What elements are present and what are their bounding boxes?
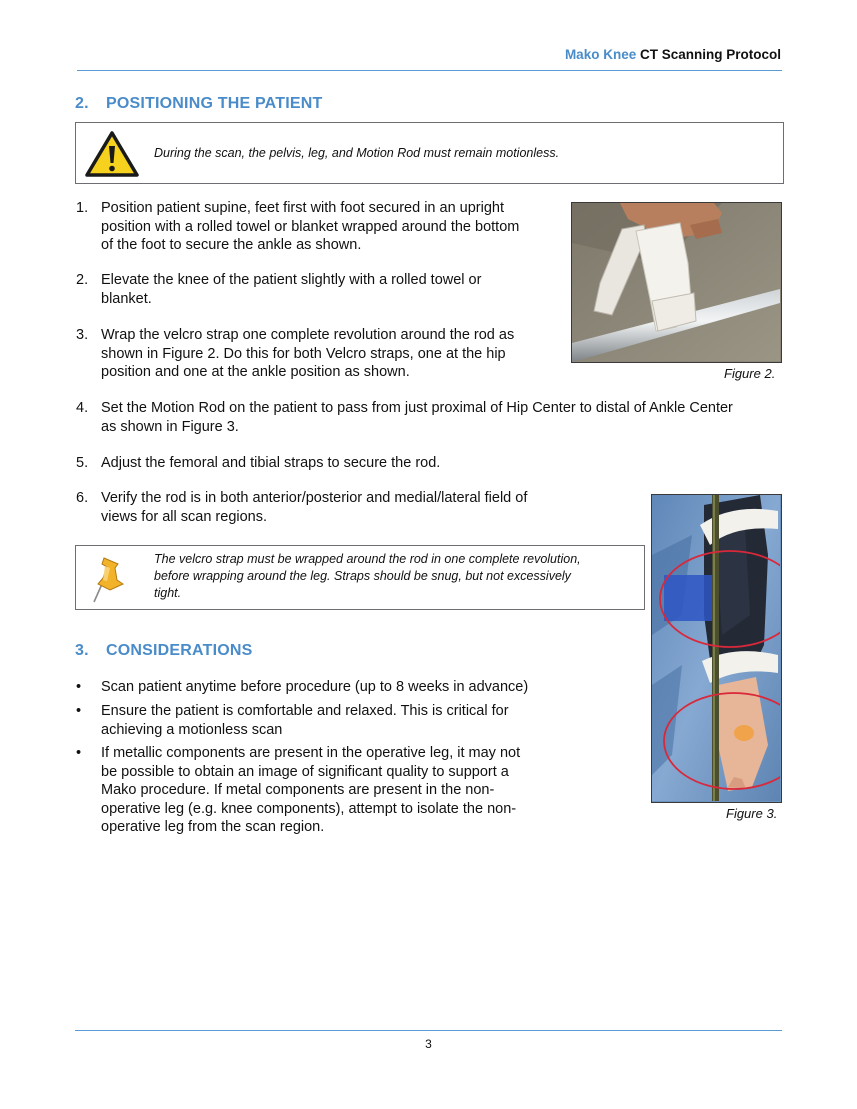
note-line: before wrapping around the leg. Straps should be snug, but not excessively [154,569,571,583]
step-number: 4. [76,400,89,416]
step-number: 3. [76,327,89,343]
step-number: 6. [76,490,89,506]
list-item-step-6 [76,489,636,529]
warning-text: During the scan, the pelvis, leg, and Motion Rod must remain motionless. [154,146,560,160]
step-line: position and one at the ankle position as shown. [101,364,410,380]
step-line: shown in Figure 2. Do this for both Velcro straps, one at the hip [101,345,506,362]
note-text [154,551,581,602]
step-number: 5. [76,455,89,471]
step-line: Wrap the velcro strap one complete revolution around the rod as [101,327,515,343]
bullet-line: operative leg from the scan region. [101,819,325,835]
bullet-line: Mako procedure. If metal components are present in the non- [101,782,495,798]
leg-motion-rod-illustration [652,495,780,801]
section-title: CONSIDERATIONS [106,642,253,659]
document-header [565,47,781,62]
step-line: of the foot to secure the ankle as shown. [101,237,362,253]
step-line: Adjust the femoral and tibial straps to secure the rod. [101,455,441,471]
bullet-item [76,744,636,840]
velcro-strap-rod-illustration [572,203,780,361]
bullet-line: operative leg (e.g. knee components), attempt to isolate the non- [101,800,517,817]
header-title: CT Scanning Protocol [639,47,781,62]
bullet-line: be possible to obtain an image of significant quality to support a [101,763,509,780]
step-line: Position patient supine, feet first with foot secured in an upright [101,200,505,216]
note-callout [75,545,645,610]
figure-2-photo [571,202,782,363]
warning-triangle-icon [84,130,140,178]
section-number: 3. [75,642,89,659]
section-title: POSITIONING THE PATIENT [106,95,323,112]
figure-3-caption: Figure 3. [726,806,778,821]
step-line: views for all scan regions. [101,508,268,525]
step-line: Verify the rod is in both anterior/posterior and medial/lateral field of [101,490,528,506]
header-rule [77,70,782,71]
bullet-line: Ensure the patient is comfortable and relaxed. This is critical for [101,703,509,719]
step-number: 1. [76,200,89,216]
note-line: The velcro strap must be wrapped around the rod in one complete revolution, [154,552,581,566]
section-number: 2. [75,95,89,112]
list-item-step-2 [76,271,566,311]
step-line: Set the Motion Rod on the patient to pass from just proximal of Hip Center to distal of Ankle Center [101,400,733,416]
note-line: tight. [154,586,182,600]
section-heading-considerations [75,642,253,660]
page-number: 3 [425,1037,432,1051]
bullet-item [76,702,636,742]
section-heading-positioning [75,95,322,113]
step-line: Elevate the knee of the patient slightly with a rolled towel or [101,272,482,288]
step-line: as shown in Figure 3. [101,418,239,435]
step-line: position with a rolled towel or blanket wrapped around the bottom [101,218,520,235]
list-item-step-4 [76,399,786,439]
list-item-step-5 [76,454,636,474]
pushpin-icon [90,554,126,604]
figure-2-caption: Figure 2. [724,366,776,381]
bullet-item [76,678,636,698]
bullet-line: achieving a motionless scan [101,721,283,738]
header-brand: Mako Knee [564,47,637,62]
bullet-line: If metallic components are present in the operative leg, it may not [101,745,521,761]
bullet-symbol: • [76,703,82,719]
figure-3-photo [651,494,782,803]
list-item-step-3 [76,326,566,386]
footer-rule [75,1030,782,1031]
warning-callout [75,122,784,184]
list-item-step-1 [76,199,566,259]
step-line: blanket. [101,290,152,307]
bullet-symbol: • [76,679,82,695]
step-number: 2. [76,272,89,288]
bullet-line: Scan patient anytime before procedure (up to 8 weeks in advance) [101,679,529,695]
bullet-symbol: • [76,745,82,761]
